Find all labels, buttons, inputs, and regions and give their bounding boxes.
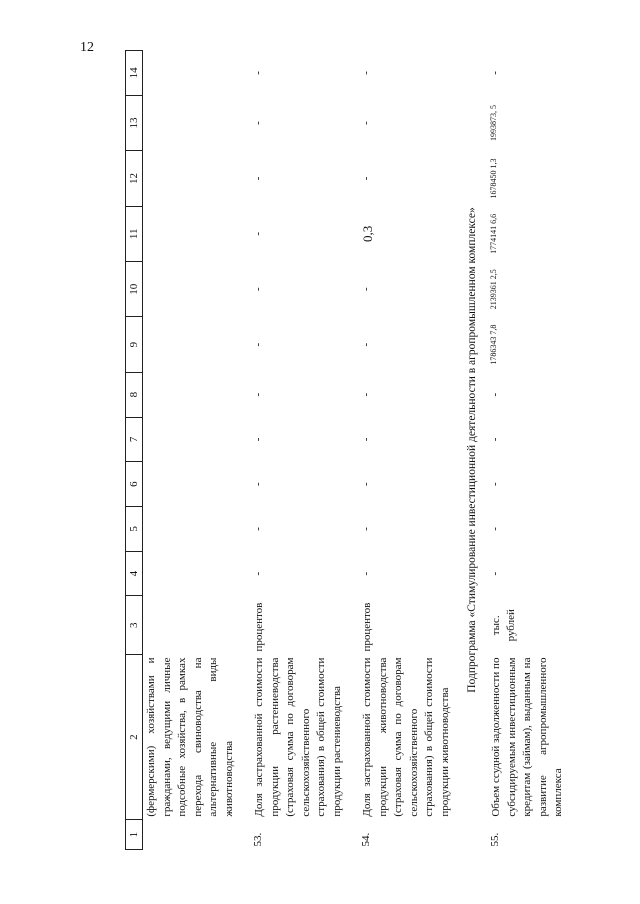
value-cell: - (252, 71, 264, 75)
value-cell (143, 417, 239, 462)
column-header: 1 (126, 820, 143, 850)
value-cell (143, 151, 239, 206)
value-cell: 0,3 (360, 225, 375, 242)
column-header: 9 (126, 317, 143, 372)
value-cell: - (360, 121, 372, 125)
indicators-table (125, 50, 568, 850)
value-cell: - (360, 437, 372, 442)
page-number: 12 (80, 40, 94, 55)
value-cell: - (360, 71, 372, 75)
column-header: 11 (126, 206, 143, 261)
column-header: 2 (126, 655, 143, 820)
table-row (488, 51, 568, 850)
value-cell: - (360, 392, 372, 397)
value-cell (143, 551, 239, 596)
column-header: 8 (126, 372, 143, 417)
value-cell (143, 262, 239, 317)
row-number: 53. (252, 832, 264, 847)
unit-cell: процентов (253, 602, 265, 652)
row-number: 55. (489, 832, 501, 847)
indicator-text: Доля застрахованной стоимости продукции животноводства (страховая сумма по договорам сельскохозяйственного страхования) в общей стоимости продукции животноводства (361, 657, 451, 817)
column-header-row (126, 51, 143, 850)
value-cell (143, 462, 239, 507)
column-header: 6 (126, 462, 143, 507)
column-header: 10 (126, 262, 143, 317)
column-header: 7 (126, 417, 143, 462)
column-header: 4 (126, 551, 143, 596)
value-cell: - (360, 571, 372, 576)
value-cell (143, 507, 239, 552)
subprogram-title: Подпрограмма «Стимулирование инвестиционной деятельности в агропромышленном комплексе» (466, 207, 478, 693)
value-cell (143, 372, 239, 417)
column-header: 14 (126, 51, 143, 96)
value-cell (143, 51, 239, 96)
value-cell: - (252, 287, 264, 292)
subprogram-row (454, 51, 488, 850)
value-cell: - (360, 527, 372, 531)
value-cell: - (360, 482, 372, 486)
rotated-table-container (125, 50, 625, 850)
value-cell: 1993873, 5 (489, 105, 498, 142)
value-cell (143, 206, 239, 261)
value-cell: - (252, 342, 264, 347)
indicator-text: Объем ссудной задолженности по субсидируемым инвестиционным кредитам (займам), выданным на развитие агропромышленного комплекса (490, 657, 564, 817)
row-number (143, 820, 239, 850)
value-cell: - (360, 287, 372, 292)
indicator-text: Доля застрахованной стоимости продукции растениеводства (страховая сумма по договорам сельскохозяйственного страхования) в общей стоимости продукции растениеводства (253, 657, 343, 817)
value-cell: - (360, 342, 372, 347)
value-cell: - (489, 527, 501, 531)
column-header: 12 (126, 151, 143, 206)
value-cell: - (252, 392, 264, 397)
value-cell: - (252, 437, 264, 442)
value-cell: - (252, 482, 264, 486)
value-cell: - (252, 527, 264, 531)
value-cell: - (489, 71, 501, 75)
table-row (238, 51, 346, 850)
value-cell: - (489, 437, 501, 442)
value-cell: - (489, 392, 501, 397)
table-row (143, 51, 239, 850)
value-cell: 1774141 6,6 (489, 213, 498, 254)
unit-cell: тыс. рублей (490, 609, 517, 642)
row-number: 54. (360, 832, 372, 847)
value-cell: - (360, 176, 372, 181)
column-header: 13 (126, 95, 143, 150)
value-cell (143, 317, 239, 372)
value-cell: - (252, 121, 264, 125)
value-cell: - (489, 482, 501, 486)
unit-cell (143, 596, 239, 655)
indicator-text: (фермерскими) хозяйствами и гражданами, ведущими личные подсобные хозяйства, в рамках перехода свиноводства на альтернативные виды животноводства (145, 657, 235, 817)
value-cell: - (252, 176, 264, 181)
value-cell: - (252, 231, 264, 236)
value-cell: 2139361 2,5 (489, 269, 498, 310)
column-header: 3 (126, 596, 143, 655)
value-cell: 1786343 7,8 (489, 324, 498, 365)
unit-cell: процентов (361, 602, 373, 652)
table-row (346, 51, 454, 850)
column-header: 5 (126, 507, 143, 552)
value-cell: 1678450 1,3 (489, 158, 498, 199)
value-cell: - (252, 571, 264, 576)
value-cell (143, 95, 239, 150)
value-cell: - (489, 571, 501, 576)
